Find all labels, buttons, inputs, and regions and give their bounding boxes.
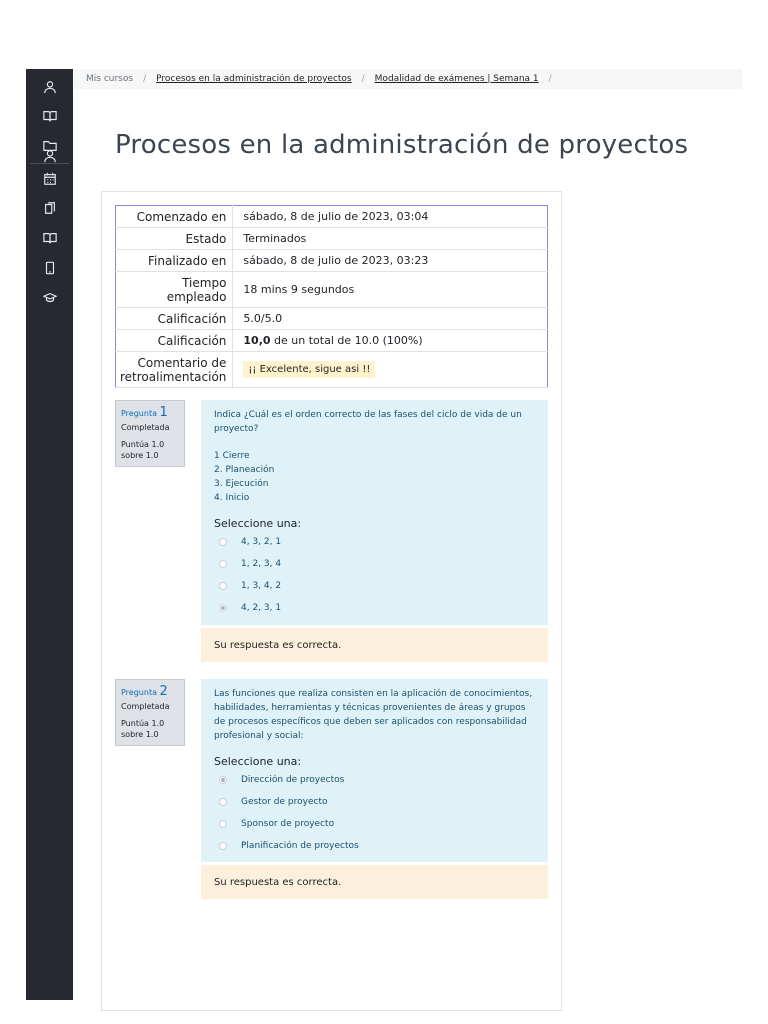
- phase-list: [214, 449, 535, 505]
- summary-label: Calificación: [116, 330, 233, 352]
- grade-total: de un total de 10.0 (100%): [270, 334, 423, 347]
- answer-option[interactable]: [219, 817, 535, 831]
- question-prompt: Indica ¿Cuál es el orden correcto de las fases del ciclo de vida de un proyecto?: [214, 410, 522, 434]
- question-number-value: 2: [159, 684, 168, 699]
- radio-button[interactable]: [219, 842, 227, 850]
- list-item: 4. Inicio: [214, 493, 250, 503]
- summary-row-marks: [116, 308, 548, 330]
- question-grade: Puntúa 1.0 sobre 1.0: [121, 440, 165, 460]
- summary-label: Comentario de retroalimentación: [116, 352, 233, 388]
- summary-value: sábado, 8 de julio de 2023, 03:23: [233, 250, 548, 272]
- option-label: 4, 2, 3, 1: [241, 603, 282, 613]
- summary-row-time: [116, 272, 548, 308]
- grade-value: 10,0: [243, 334, 271, 347]
- option-label: 4, 3, 2, 1: [241, 537, 282, 547]
- radio-button[interactable]: [219, 538, 227, 546]
- select-one-label: Seleccione una:: [214, 755, 302, 768]
- question-number: [121, 684, 179, 699]
- question-grade: Puntúa 1.0 sobre 1.0: [121, 719, 165, 739]
- answer-option[interactable]: [219, 773, 535, 787]
- answer-option[interactable]: [219, 839, 535, 853]
- summary-row-started: [116, 206, 548, 228]
- question-state: Completada: [121, 423, 170, 432]
- radio-button[interactable]: [219, 820, 227, 828]
- question-content-2: [201, 679, 548, 862]
- summary-label: Finalizado en: [116, 250, 233, 272]
- book-icon[interactable]: [26, 105, 73, 127]
- attempt-summary-table: [115, 205, 548, 388]
- answer-option[interactable]: [219, 601, 535, 615]
- breadcrumb-section-link[interactable]: Modalidad de exámenes | Semana 1: [374, 74, 539, 84]
- option-label: Dirección de proyectos: [241, 775, 345, 785]
- summary-label: Calificación: [116, 308, 233, 330]
- summary-value: [233, 330, 548, 352]
- question-state: Completada: [121, 702, 170, 711]
- answer-option[interactable]: [219, 579, 535, 593]
- breadcrumb: [74, 69, 742, 89]
- question-info-1: [115, 400, 185, 467]
- breadcrumb-home-link[interactable]: Mis cursos: [86, 74, 134, 84]
- summary-value: 18 mins 9 segundos: [233, 272, 548, 308]
- option-label: Planificación de proyectos: [241, 841, 359, 851]
- calendar-icon[interactable]: [26, 168, 73, 190]
- answer-option[interactable]: [219, 535, 535, 549]
- summary-value: sábado, 8 de julio de 2023, 03:04: [233, 206, 548, 228]
- question-label: Pregunta: [121, 688, 157, 697]
- question-prompt: Las funciones que realiza consisten en la aplicación de conocimientos, habilidades, herramientas y técnicas provenientes de áreas y grupos de procesos específicos que deben ser aplicados con responsabilidad profesional y social:: [214, 689, 533, 741]
- question-info-2: [115, 679, 185, 746]
- radio-button[interactable]: [219, 560, 227, 568]
- summary-value: 5.0/5.0: [233, 308, 548, 330]
- breadcrumb-separator: /: [361, 74, 365, 84]
- select-one-label: Seleccione una:: [214, 517, 302, 530]
- option-label: 1, 3, 4, 2: [241, 581, 282, 591]
- option-label: 1, 2, 3, 4: [241, 559, 282, 569]
- list-item: 3. Ejecución: [214, 479, 269, 489]
- radio-button[interactable]: [219, 582, 227, 590]
- question-feedback-2: Su respuesta es correcta.: [201, 865, 548, 899]
- book-open-icon[interactable]: [26, 227, 73, 249]
- mobile-icon[interactable]: [26, 257, 73, 279]
- summary-label: Comenzado en: [116, 206, 233, 228]
- question-number-value: 1: [159, 405, 168, 420]
- breadcrumb-separator: /: [548, 74, 552, 84]
- list-item: 2. Planeación: [214, 465, 275, 475]
- breadcrumb-course-link[interactable]: Procesos en la administración de proyectos: [156, 74, 352, 84]
- summary-row-finished: [116, 250, 548, 272]
- answer-option[interactable]: [219, 557, 535, 571]
- page-title: Procesos en la administración de proyectos: [115, 130, 689, 160]
- graduation-cap-icon[interactable]: [26, 287, 73, 309]
- summary-row-state: [116, 228, 548, 250]
- answer-option[interactable]: [219, 795, 535, 809]
- folder-icon[interactable]: [26, 135, 73, 157]
- files-icon[interactable]: [26, 197, 73, 219]
- summary-row-grade: [116, 330, 548, 352]
- question-label: Pregunta: [121, 409, 157, 418]
- option-label: Sponsor de proyecto: [241, 819, 335, 829]
- summary-value: Terminados: [233, 228, 548, 250]
- sidebar-divider: [30, 163, 69, 164]
- radio-button-selected[interactable]: [219, 604, 227, 612]
- summary-label: Estado: [116, 228, 233, 250]
- summary-label: Tiempo empleado: [116, 272, 233, 308]
- question-feedback-1: Su respuesta es correcta.: [201, 628, 548, 662]
- option-label: Gestor de proyecto: [241, 797, 328, 807]
- question-number: [121, 405, 179, 420]
- radio-button[interactable]: [219, 798, 227, 806]
- summary-row-feedback: [116, 352, 548, 388]
- radio-button-selected[interactable]: [219, 776, 227, 784]
- breadcrumb-separator: /: [143, 74, 147, 84]
- summary-value: [233, 352, 548, 388]
- feedback-badge: ¡¡ Excelente, sigue asi !!: [243, 361, 375, 378]
- user-icon[interactable]: [26, 76, 73, 98]
- question-content-1: [201, 400, 548, 625]
- list-item: 1 Cierre: [214, 451, 250, 461]
